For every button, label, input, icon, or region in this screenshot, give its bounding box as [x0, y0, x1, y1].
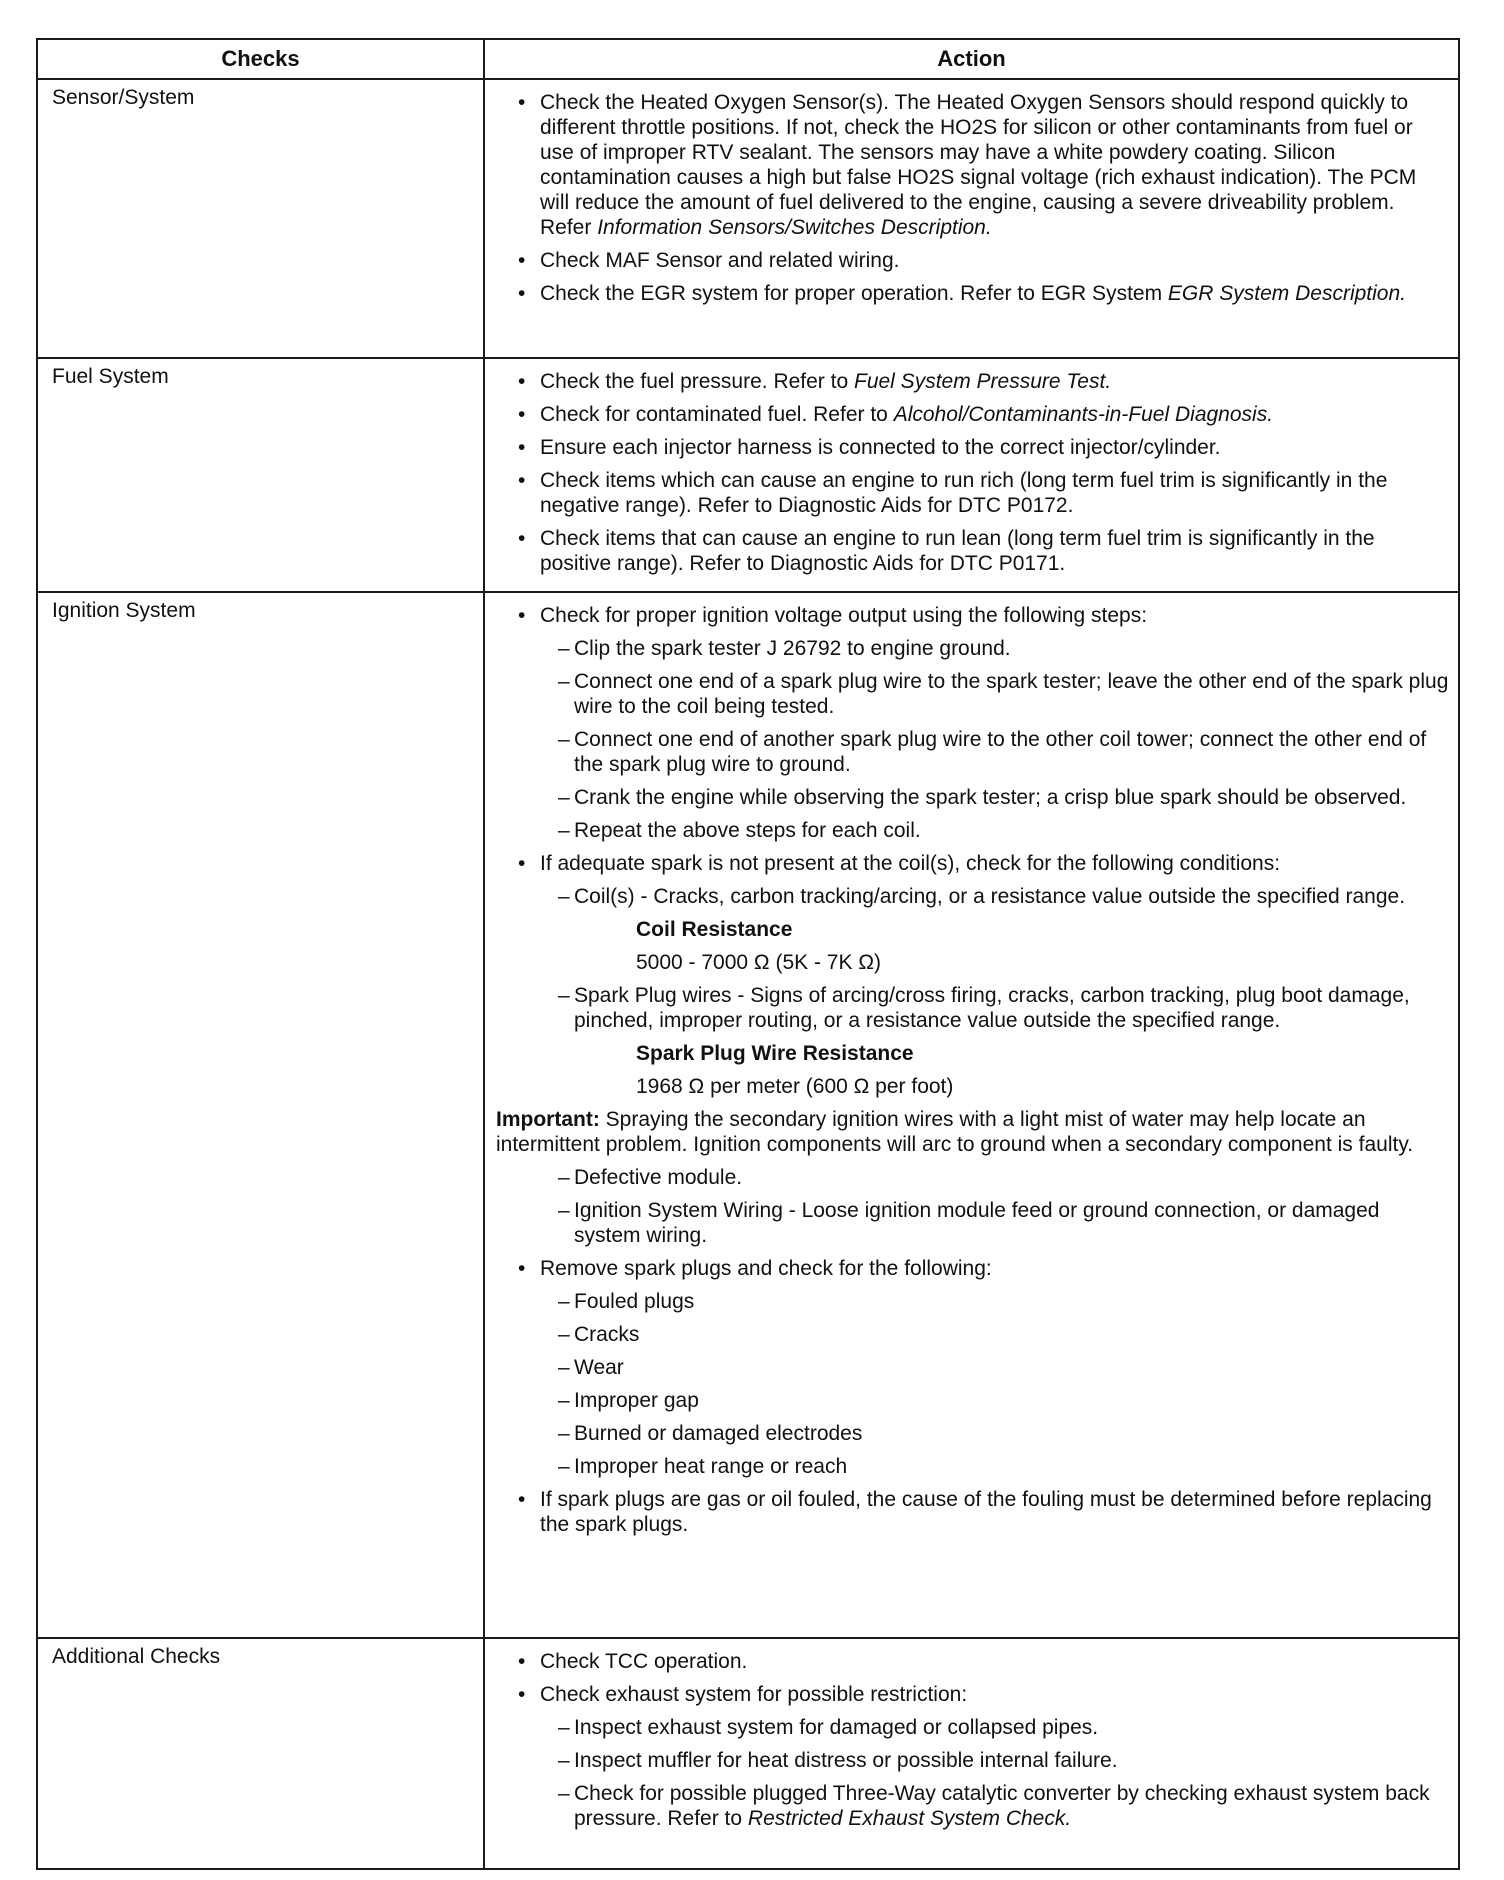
sub-item: – Spark Plug wires - Signs of arcing/cross firing, cracks, carbon tracking, plug boot damage, pinched, improper routing, or a resistance value outside the specified range. — [496, 983, 1450, 1033]
table-row — [38, 78, 1458, 357]
action-item: • Ensure each injector harness is connected to the correct injector/cylinder. — [496, 435, 1450, 460]
action-cell — [496, 369, 1450, 584]
sub-item: – Connect one end of another spark plug wire to the other coil tower; connect the other end of the spark plug wire to ground. — [496, 727, 1450, 777]
action-item: • If spark plugs are gas or oil fouled, the cause of the fouling must be determined before replacing the spark plugs. — [496, 1487, 1450, 1537]
sub-item: – Inspect muffler for heat distress or possible internal failure. — [496, 1748, 1450, 1773]
diagnostic-table — [36, 38, 1460, 1870]
action-item: • Check the EGR system for proper operation. Refer to EGR System EGR System Description. — [496, 281, 1450, 306]
action-item: • Check the fuel pressure. Refer to Fuel System Pressure Test. — [496, 369, 1450, 394]
check-label: Fuel System — [52, 365, 169, 388]
action-cell — [496, 603, 1450, 1545]
action-item: • Check the Heated Oxygen Sensor(s). The Heated Oxygen Sensors should respond quickly to different throttle positions. If not, check the HO2S for silicon or other contaminants from fuel or use of improper RTV sealant. The sensors may have a white powdery coating. Silicon contamination causes a high but false HO2S signal voltage (rich exhaust indication). The PCM will reduce the amount of fuel delivered to the engine, causing a severe driveability problem. Refer Information Sensors/Switches Description. — [496, 90, 1450, 240]
table-row — [38, 357, 1458, 591]
spec-value: 5000 - 7000 Ω (5K - 7K Ω) — [636, 951, 882, 974]
sub-item: – Burned or damaged electrodes — [496, 1421, 1450, 1446]
sub-item: – Cracks — [496, 1322, 1450, 1347]
action-item: • Check for proper ignition voltage output using the following steps: — [496, 603, 1450, 628]
sub-item: – Wear — [496, 1355, 1450, 1380]
action-item: • Check for contaminated fuel. Refer to Alcohol/Contaminants-in-Fuel Diagnosis. — [496, 402, 1450, 427]
action-item: • Check TCC operation. — [496, 1649, 1450, 1674]
sub-item: – Inspect exhaust system for damaged or collapsed pipes. — [496, 1715, 1450, 1740]
action-cell — [496, 1649, 1450, 1839]
sub-item: – Check for possible plugged Three-Way catalytic converter by checking exhaust system back pressure. Refer to Restricted Exhaust System Check. — [496, 1781, 1450, 1831]
table-row — [38, 591, 1458, 1637]
action-item: • Check items that can cause an engine to run lean (long term fuel trim is significantly in the positive range). Refer to Diagnostic Aids for DTC P0171. — [496, 526, 1450, 576]
action-item: • Remove spark plugs and check for the following: — [496, 1256, 1450, 1281]
spec-title: Coil Resistance — [636, 918, 793, 941]
checks-header: Checks — [221, 46, 300, 71]
table-header — [38, 40, 1458, 78]
sub-item: – Coil(s) - Cracks, carbon tracking/arcing, or a resistance value outside the specified range. — [496, 884, 1450, 909]
sub-item: – Improper gap — [496, 1388, 1450, 1413]
action-item: • Check exhaust system for possible restriction: — [496, 1682, 1450, 1707]
action-header: Action — [937, 46, 1006, 71]
spec-title: Spark Plug Wire Resistance — [636, 1042, 914, 1065]
important-note: Important: Spraying the secondary ignition wires with a light mist of water may help locate an intermittent problem. Ignition components will arc to ground when a secondary component is faulty. — [496, 1108, 1414, 1156]
sub-item: – Repeat the above steps for each coil. — [496, 818, 1450, 843]
sub-item: – Improper heat range or reach — [496, 1454, 1450, 1479]
action-cell — [496, 90, 1450, 314]
sub-item: – Defective module. — [496, 1165, 1450, 1190]
sub-item: – Crank the engine while observing the spark tester; a crisp blue spark should be observed. — [496, 785, 1450, 810]
sub-item: – Ignition System Wiring - Loose ignition module feed or ground connection, or damaged system wiring. — [496, 1198, 1450, 1248]
spec-value: 1968 Ω per meter (600 Ω per foot) — [636, 1075, 954, 1098]
check-label: Sensor/System — [52, 86, 195, 109]
sub-item: – Connect one end of a spark plug wire to the spark tester; leave the other end of the spark plug wire to the coil being tested. — [496, 669, 1450, 719]
action-item: • If adequate spark is not present at the coil(s), check for the following conditions: — [496, 851, 1450, 876]
sub-item: – Clip the spark tester J 26792 to engine ground. — [496, 636, 1450, 661]
check-label: Additional Checks — [52, 1645, 221, 1668]
check-label: Ignition System — [52, 599, 196, 622]
sub-item: – Fouled plugs — [496, 1289, 1450, 1314]
action-item: • Check MAF Sensor and related wiring. — [496, 248, 1450, 273]
action-item: • Check items which can cause an engine to run rich (long term fuel trim is significantly in the negative range). Refer to Diagnostic Aids for DTC P0172. — [496, 468, 1450, 518]
table-row — [38, 1637, 1458, 1868]
